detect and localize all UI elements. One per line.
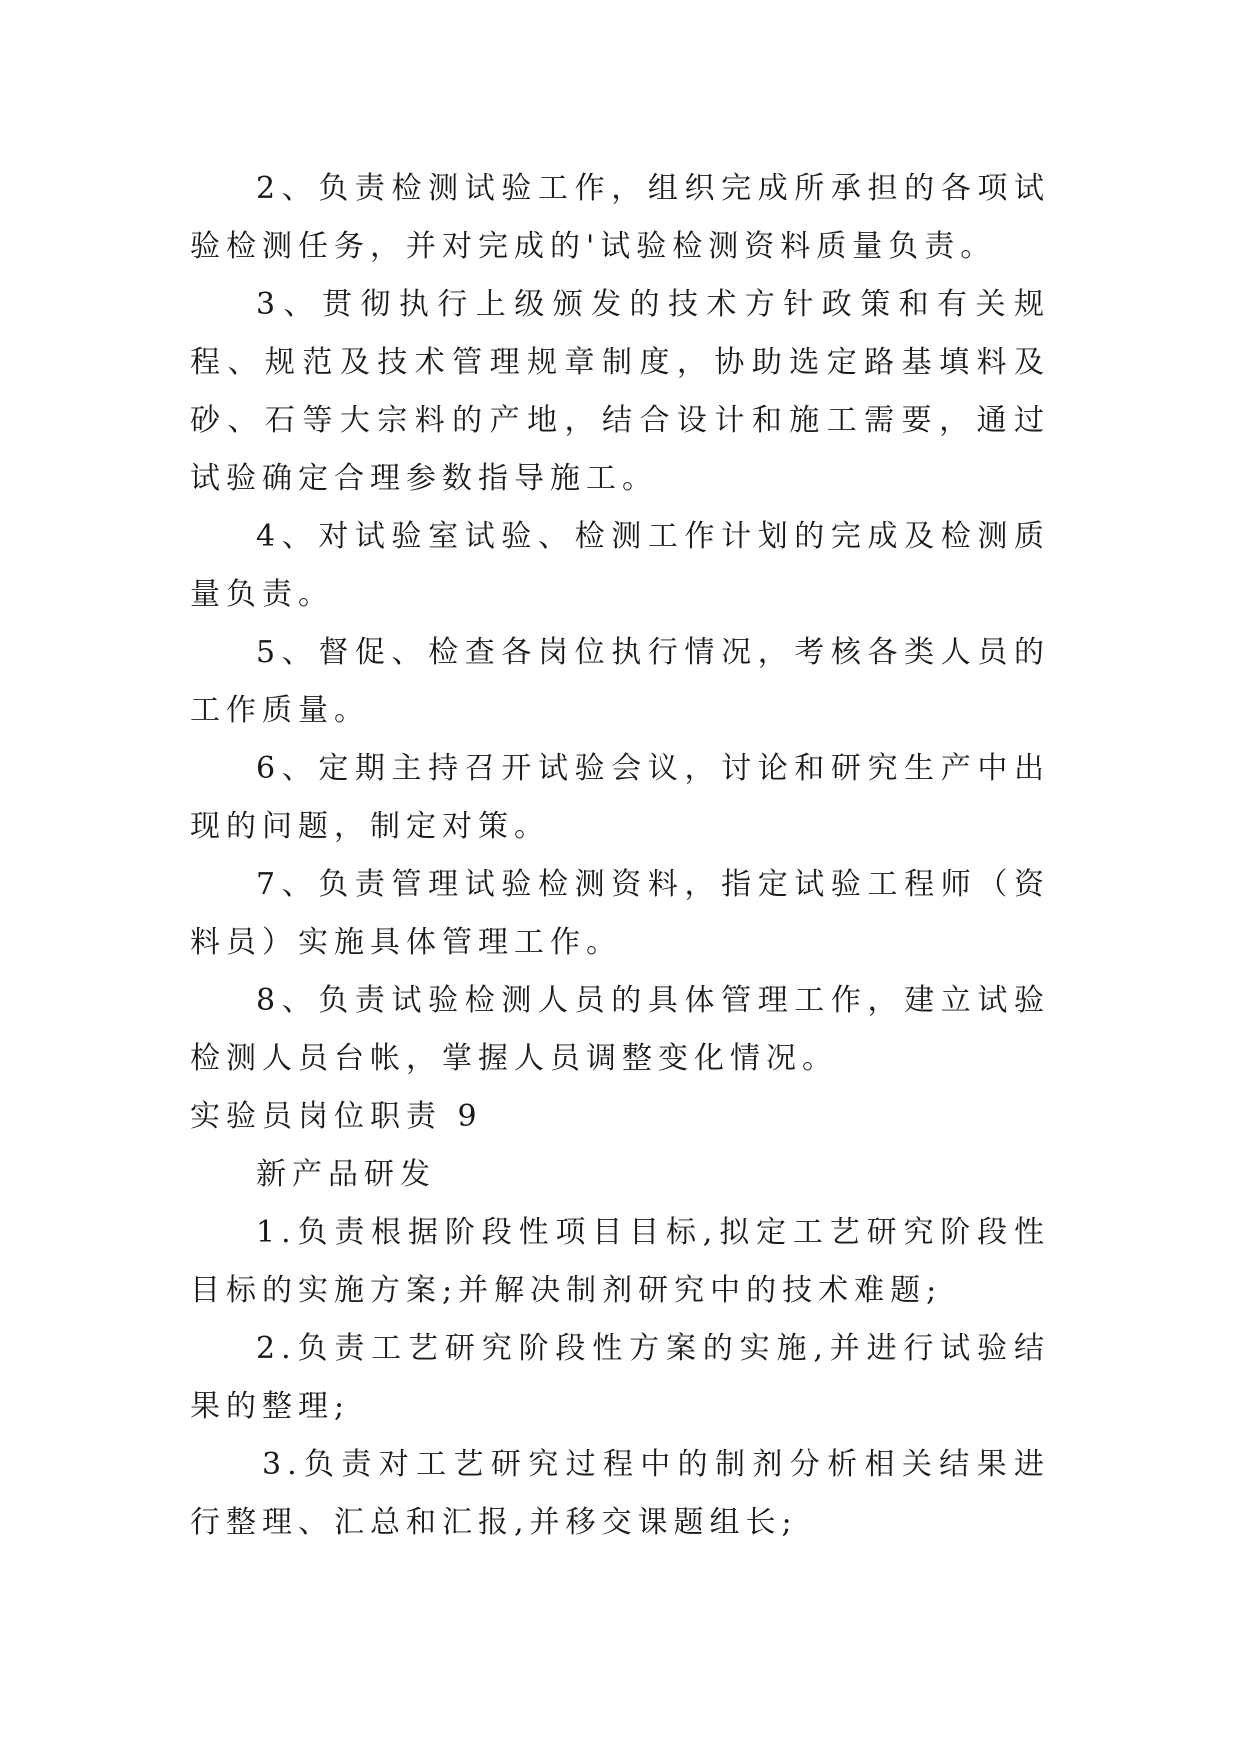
paragraph-item-3: 3、贯彻执行上级颁发的技术方针政策和有关规程、规范及技术管理规章制度，协助选定路基填料及砂、石等大宗料的产地，结合设计和施工需要，通过试验确定合理参数指导施工。 xyxy=(190,287,1050,496)
paragraph-item-6: 6、定期主持召开试验会议，讨论和研究生产中出现的问题，制定对策。 xyxy=(190,751,1050,844)
paragraph-item-8: 8、负责试验检测人员的具体管理工作，建立试验检测人员台帐，掌握人员调整变化情况。 xyxy=(190,983,1050,1076)
subheading: 新产品研发 xyxy=(256,1157,436,1192)
document-body xyxy=(190,160,1050,1552)
rd-paragraph-1: 1.负责根据阶段性项目目标,拟定工艺研究阶段性目标的实施方案;并解决制剂研究中的技术难题; xyxy=(190,1215,1050,1308)
rd-paragraph-3: 3.负责对工艺研究过程中的制剂分析相关结果进行整理、汇总和汇报,并移交课题组长; xyxy=(190,1447,1050,1540)
paragraph-item-4: 4、对试验室试验、检测工作计划的完成及检测质量负责。 xyxy=(190,519,1050,612)
paragraph-item-2: 2、负责检测试验工作，组织完成所承担的各项试验检测任务，并对完成的'试验检测资料质量负责。 xyxy=(190,171,1050,264)
paragraph-item-7: 7、负责管理试验检测资料，指定试验工程师（资料员）实施具体管理工作。 xyxy=(190,867,1050,960)
rd-paragraph-2: 2.负责工艺研究阶段性方案的实施,并进行试验结果的整理; xyxy=(190,1331,1050,1424)
section-heading: 实验员岗位职责 9 xyxy=(190,1099,483,1134)
paragraph-item-5: 5、督促、检查各岗位执行情况，考核各类人员的工作质量。 xyxy=(190,635,1050,728)
